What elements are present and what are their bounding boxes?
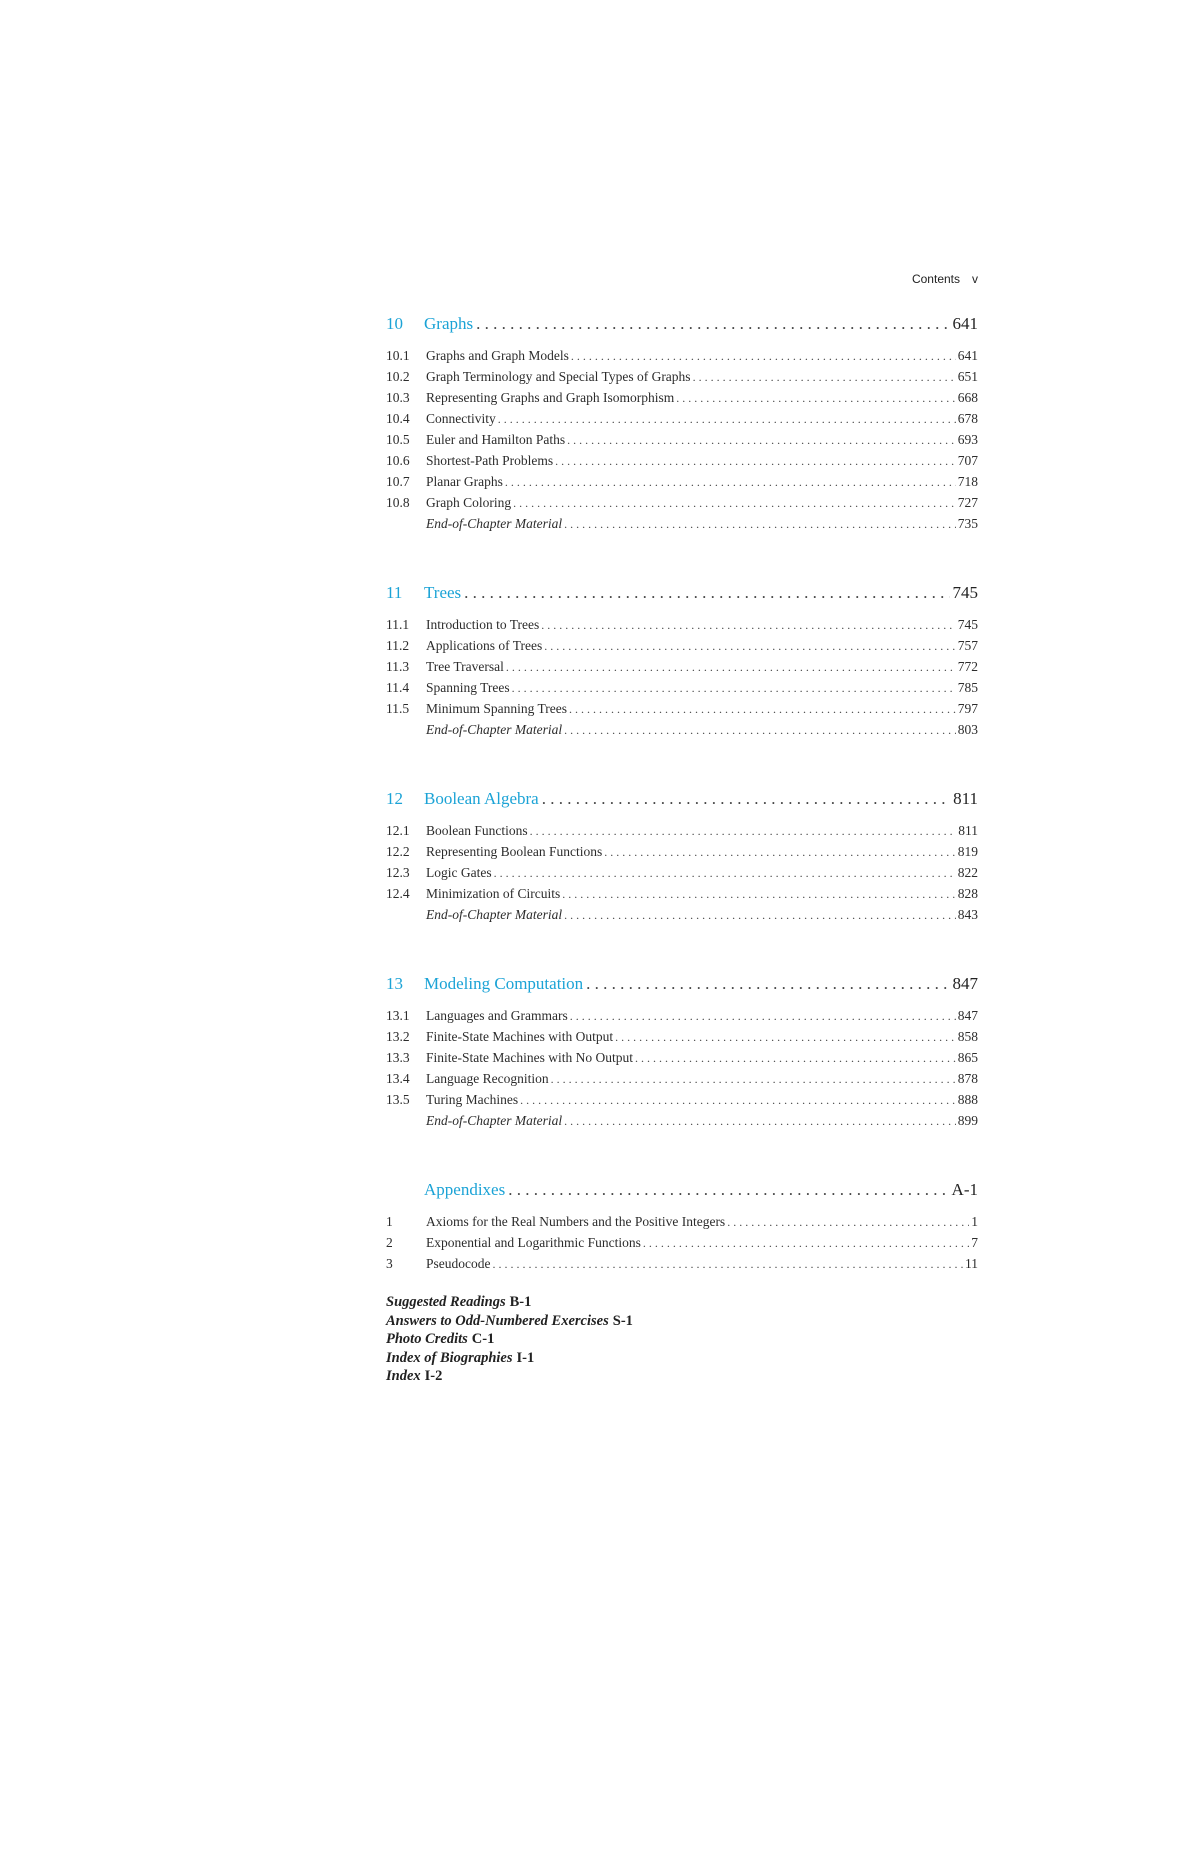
section-page: 888 <box>957 1092 978 1107</box>
section-number: 11.1 <box>386 617 410 632</box>
section-title: Introduction to Trees <box>426 617 540 632</box>
section-entry[interactable] <box>386 1071 978 1092</box>
dot-leader <box>570 1009 956 1024</box>
section-number: 11.2 <box>386 638 410 653</box>
dot-leader <box>555 454 956 469</box>
section-entry[interactable] <box>386 701 978 722</box>
backmatter-page: B-1 <box>509 1294 532 1310</box>
section-title: End-of-Chapter Material <box>426 722 563 737</box>
section-title: Logic Gates <box>426 865 492 880</box>
section-entry[interactable] <box>386 617 978 638</box>
section-number: 10.5 <box>386 432 410 447</box>
chapter-title: Trees <box>424 583 462 602</box>
section-entry[interactable] <box>386 390 978 411</box>
section-number: 10.8 <box>386 495 410 510</box>
section-number: 12.4 <box>386 886 410 901</box>
section-number: 10.3 <box>386 390 410 405</box>
section-entry[interactable] <box>386 886 978 907</box>
section-entry[interactable] <box>386 638 978 659</box>
dot-leader <box>564 1114 956 1129</box>
section-title: Turing Machines <box>426 1092 519 1107</box>
section-number: 13.2 <box>386 1029 410 1044</box>
dot-leader <box>676 391 956 406</box>
section-number: 12.1 <box>386 823 410 838</box>
backmatter-entry[interactable] <box>386 1367 978 1386</box>
section-entry[interactable] <box>386 348 978 369</box>
section-title: Exponential and Logarithmic Functions <box>426 1235 641 1250</box>
backmatter-title: Answers to Odd-Numbered Exercises <box>386 1312 609 1329</box>
backmatter-entry[interactable] <box>386 1293 978 1312</box>
section-entry[interactable] <box>386 680 978 701</box>
section-page: 641 <box>957 348 978 363</box>
backmatter-page: S-1 <box>612 1312 633 1329</box>
section-number: 10.7 <box>386 474 410 489</box>
section-number: 2 <box>386 1235 393 1250</box>
backmatter-entry[interactable] <box>386 1349 978 1368</box>
dot-leader <box>505 475 956 490</box>
backmatter-title: Index of Biographies <box>386 1349 513 1366</box>
backmatter-entry[interactable] <box>386 1330 978 1349</box>
section-title: Representing Graphs and Graph Isomorphism <box>426 390 675 405</box>
section-entry[interactable] <box>386 1113 978 1134</box>
backmatter-title: Index <box>386 1368 421 1384</box>
section-page: 797 <box>957 701 978 716</box>
dot-leader <box>551 1072 956 1087</box>
backmatter-page: I-2 <box>424 1368 443 1384</box>
section-title: Tree Traversal <box>426 659 504 674</box>
section-page: 847 <box>957 1008 978 1023</box>
backmatter-title: Suggested Readings <box>386 1294 506 1310</box>
section-number: 10.1 <box>386 348 410 363</box>
dot-leader <box>494 866 956 881</box>
section-entry[interactable] <box>386 1050 978 1071</box>
section-title: Euler and Hamilton Paths <box>426 432 566 447</box>
section-page: 757 <box>957 638 978 653</box>
chapter-page: 811 <box>953 789 978 808</box>
section-title: Pseudocode <box>426 1256 491 1271</box>
section-page: 772 <box>957 659 978 674</box>
section-page: 678 <box>957 411 978 426</box>
chapter-title: Graphs <box>424 314 474 333</box>
section-entry[interactable] <box>386 865 978 886</box>
chapter-number: 12 <box>386 789 403 808</box>
backmatter-entry[interactable] <box>386 1312 978 1331</box>
section-page: 899 <box>957 1113 978 1128</box>
dot-leader <box>541 618 956 633</box>
backmatter-list <box>386 1293 978 1386</box>
chapter-title: Boolean Algebra <box>424 789 539 808</box>
chapter-10 <box>386 314 978 537</box>
section-entry[interactable] <box>386 1029 978 1050</box>
section-title: Finite-State Machines with No Output <box>426 1050 633 1065</box>
chapter-number: 10 <box>386 314 403 333</box>
section-entry[interactable] <box>386 659 978 680</box>
section-page: 819 <box>957 844 978 859</box>
backmatter-page: I-1 <box>516 1349 535 1366</box>
chapter-heading[interactable] <box>386 974 978 1004</box>
dot-leader <box>544 639 956 654</box>
section-number: 13.5 <box>386 1092 410 1107</box>
dot-leader <box>564 517 956 532</box>
chapter-number: 13 <box>386 974 403 993</box>
section-title: Languages and Grammars <box>426 1008 568 1023</box>
section-page: 668 <box>957 390 978 405</box>
section-entry[interactable] <box>386 1214 978 1235</box>
chapter-page: A-1 <box>951 1180 978 1199</box>
dot-leader <box>635 1051 956 1066</box>
section-entry[interactable] <box>386 474 978 495</box>
dot-leader <box>506 660 956 675</box>
section-title: Finite-State Machines with Output <box>426 1029 614 1044</box>
section-page: 735 <box>957 516 978 531</box>
section-number: 1 <box>386 1214 393 1229</box>
section-page: 693 <box>957 432 978 447</box>
dot-leader <box>615 1030 956 1045</box>
section-title: End-of-Chapter Material <box>426 907 563 922</box>
section-title: End-of-Chapter Material <box>426 1113 563 1128</box>
section-number: 10.4 <box>386 411 410 426</box>
section-page: 727 <box>957 495 978 510</box>
dot-leader <box>520 1093 956 1108</box>
section-number: 11.5 <box>386 701 410 716</box>
section-page: 745 <box>957 617 978 632</box>
dot-leader <box>571 349 956 364</box>
section-entry[interactable] <box>386 1256 978 1277</box>
section-title: Applications of Trees <box>426 638 543 653</box>
section-number: 13.1 <box>386 1008 410 1023</box>
running-head-label: Contents <box>911 272 960 286</box>
section-number: 10.2 <box>386 369 410 384</box>
dot-leader <box>498 412 956 427</box>
section-number: 11.4 <box>386 680 410 695</box>
backmatter-title: Photo Credits <box>386 1331 468 1347</box>
dot-leader <box>508 1180 948 1200</box>
section-entry[interactable] <box>386 516 978 537</box>
section-entry[interactable] <box>386 369 978 390</box>
dot-leader <box>567 433 956 448</box>
dot-leader <box>476 314 949 334</box>
section-title: Connectivity <box>426 411 496 426</box>
section-page: 7 <box>971 1235 978 1250</box>
section-title: Spanning Trees <box>426 680 510 695</box>
dot-leader <box>562 887 956 902</box>
section-title: Planar Graphs <box>426 474 503 489</box>
running-head-page: v <box>972 272 978 286</box>
section-page: 718 <box>957 474 978 489</box>
section-entry[interactable] <box>386 1008 978 1029</box>
section-page: 785 <box>957 680 978 695</box>
section-page: 822 <box>957 865 978 880</box>
section-number: 13.4 <box>386 1071 410 1086</box>
section-title: Boolean Functions <box>426 823 528 838</box>
chapter-heading[interactable] <box>386 1180 978 1210</box>
dot-leader <box>512 681 956 696</box>
chapter-page: 847 <box>952 974 978 993</box>
section-entry[interactable] <box>386 453 978 474</box>
chapter-heading[interactable] <box>386 583 978 613</box>
section-entry[interactable] <box>386 844 978 865</box>
section-title: Graphs and Graph Models <box>426 348 569 363</box>
section-entry[interactable] <box>386 411 978 432</box>
section-entry[interactable] <box>386 907 978 928</box>
dot-leader <box>643 1236 969 1251</box>
section-page: 865 <box>957 1050 978 1065</box>
chapter-heading[interactable] <box>386 789 978 819</box>
section-number: 10.6 <box>386 453 410 468</box>
section-number: 12.3 <box>386 865 410 880</box>
section-entry[interactable] <box>386 823 978 844</box>
section-title: Axioms for the Real Numbers and the Positive Integers <box>426 1214 726 1229</box>
section-title: Language Recognition <box>426 1071 549 1086</box>
chapter-13 <box>386 974 978 1134</box>
dot-leader <box>604 845 956 860</box>
table-of-contents <box>386 268 978 1386</box>
dot-leader <box>727 1215 969 1230</box>
section-title: Shortest-Path Problems <box>426 453 554 468</box>
section-page: 828 <box>957 886 978 901</box>
section-page: 811 <box>958 823 978 838</box>
section-entry[interactable] <box>386 495 978 516</box>
section-page: 843 <box>957 907 978 922</box>
dot-leader <box>564 908 956 923</box>
section-title: Graph Terminology and Special Types of Graphs <box>426 369 691 384</box>
dot-leader <box>586 974 949 994</box>
section-entry[interactable] <box>386 1235 978 1256</box>
appendixes <box>386 1180 978 1277</box>
dot-leader <box>569 702 956 717</box>
dot-leader <box>513 496 956 511</box>
section-number: 12.2 <box>386 844 410 859</box>
section-title: Minimization of Circuits <box>426 886 561 901</box>
section-page: 707 <box>957 453 978 468</box>
section-title: Representing Boolean Functions <box>426 844 603 859</box>
dot-leader <box>493 1257 964 1272</box>
section-page: 878 <box>957 1071 978 1086</box>
dot-leader <box>530 824 957 839</box>
chapter-page: 641 <box>952 314 978 333</box>
section-number: 11.3 <box>386 659 410 674</box>
section-number: 3 <box>386 1256 393 1271</box>
section-entry[interactable] <box>386 722 978 743</box>
section-entry[interactable] <box>386 1092 978 1113</box>
dot-leader <box>542 789 950 809</box>
section-number: 13.3 <box>386 1050 410 1065</box>
chapter-title: Modeling Computation <box>424 974 584 993</box>
section-page: 11 <box>965 1256 978 1271</box>
dot-leader <box>464 583 949 603</box>
chapter-number: 11 <box>386 583 403 602</box>
section-title: Graph Coloring <box>426 495 512 510</box>
section-page: 1 <box>971 1214 978 1229</box>
section-page: 803 <box>957 722 978 737</box>
section-entry[interactable] <box>386 432 978 453</box>
chapter-page: 745 <box>952 583 978 602</box>
section-page: 858 <box>957 1029 978 1044</box>
section-title: End-of-Chapter Material <box>426 516 563 531</box>
chapter-heading[interactable] <box>386 314 978 344</box>
backmatter-page: C-1 <box>471 1331 495 1347</box>
chapter-title: Appendixes <box>424 1180 506 1199</box>
section-title: Minimum Spanning Trees <box>426 701 568 716</box>
section-page: 651 <box>957 369 978 384</box>
dot-leader <box>564 723 956 738</box>
chapter-11 <box>386 583 978 743</box>
chapter-12 <box>386 789 978 928</box>
dot-leader <box>693 370 956 385</box>
